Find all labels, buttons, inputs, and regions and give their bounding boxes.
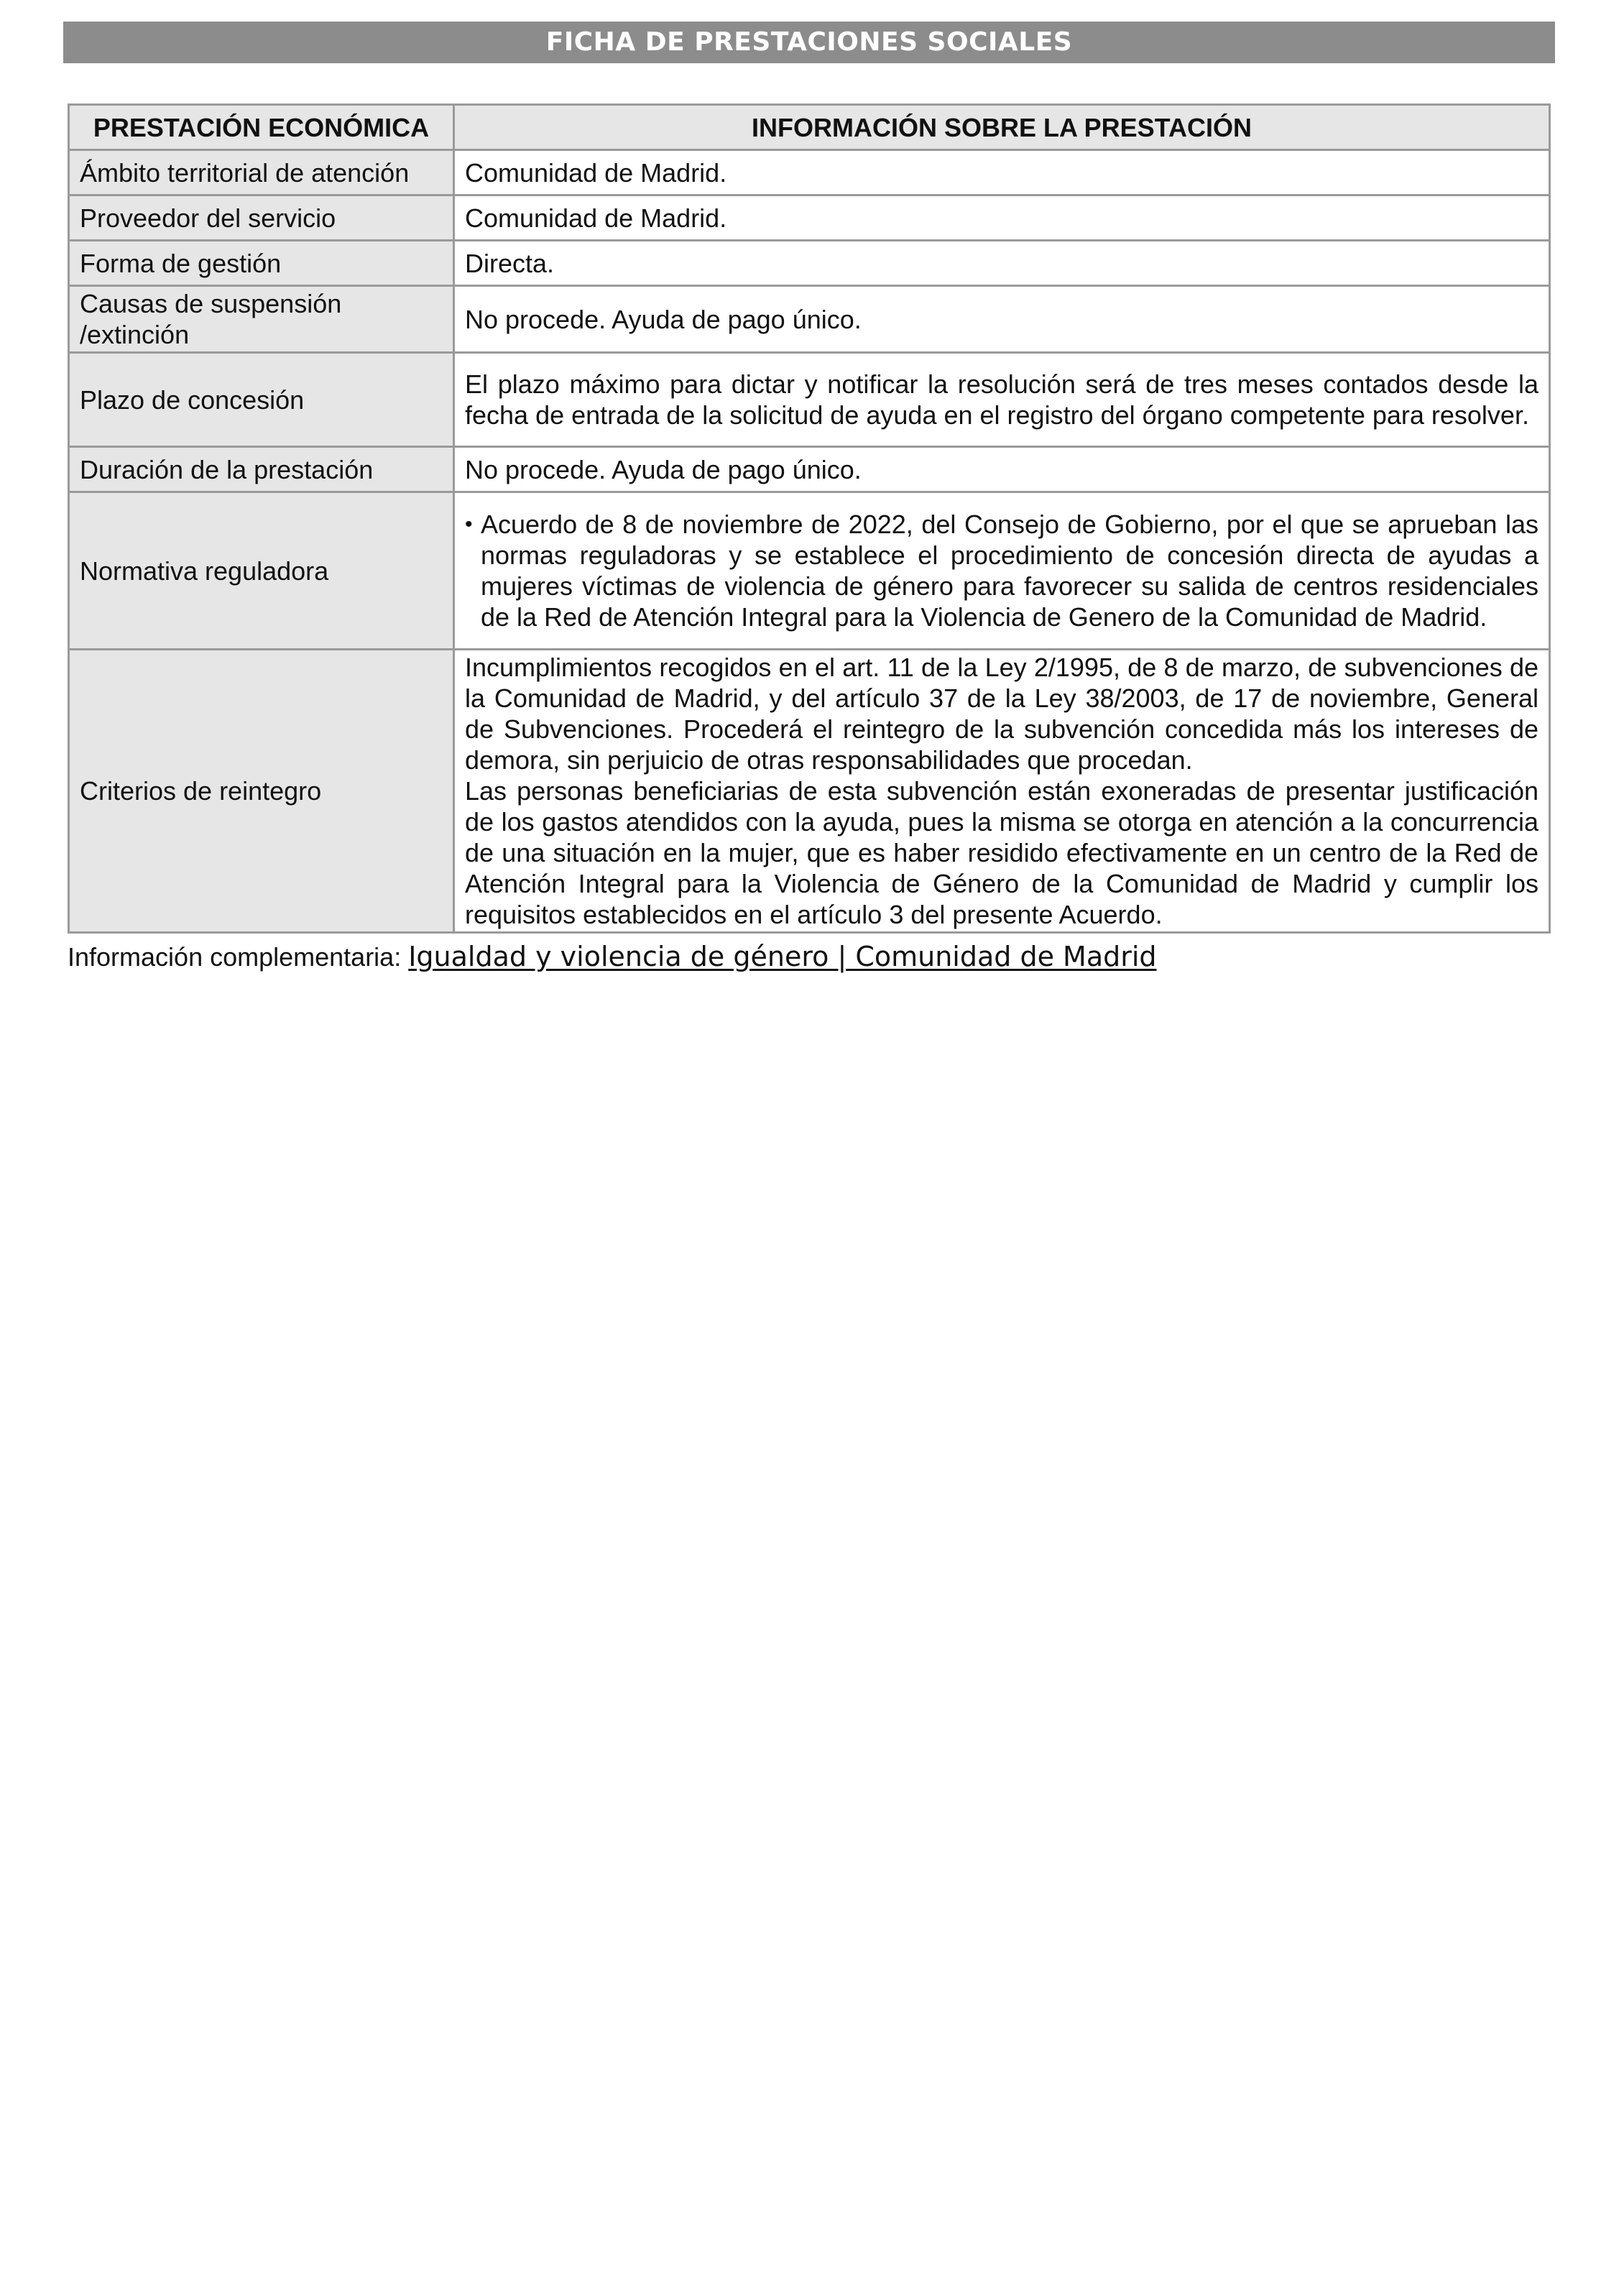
table-row <box>69 241 1550 286</box>
benefit-table <box>68 103 1551 934</box>
row-value-causas: No procede. Ayuda de pago único. <box>454 286 1550 353</box>
header-information: INFORMACIÓN SOBRE LA PRESTACIÓN <box>454 105 1550 150</box>
row-label-proveedor: Proveedor del servicio <box>69 195 454 241</box>
bullet-icon: • <box>465 512 473 536</box>
criterios-paragraph-1: Incumplimientos recogidos en el art. 11 de la Ley 2/1995, de 8 de marzo, de subvenciones de la Comunidad de Madrid, y del artículo 37 de la Ley 38/2003, de 17 de noviembre, General de Subvenciones. Procederá el reintegro de la subvención concedida más los intereses de demora, sin perjuicio de otras responsabilidades que procedan. <box>465 653 1538 775</box>
row-label-criterios: Criterios de reintegro <box>69 650 454 933</box>
row-label-duracion: Duración de la prestación <box>69 447 454 492</box>
bullet-text: Acuerdo de 8 de noviembre de 2022, del Consejo de Gobierno, por el que se aprueban las normas reguladoras y se establece el procedimiento de concesión directa de ayudas a mujeres víctimas de violencia de género para favorecer su salida de centros residenciales de la Red de Atención Integral para la Violencia de Genero de la Comunidad de Madrid. <box>481 510 1538 632</box>
table-row <box>69 650 1550 933</box>
row-value-plazo: El plazo máximo para dictar y notificar la resolución será de tres meses contados desde la fecha de entrada de la solicitud de ayuda en el registro del órgano competente para resolver. <box>454 353 1550 447</box>
row-value-forma-gestion: Directa. <box>454 241 1550 286</box>
table-row <box>69 150 1550 195</box>
row-value-ambito: Comunidad de Madrid. <box>454 150 1550 195</box>
table-row <box>69 286 1550 353</box>
bullet-item <box>465 509 1538 632</box>
table-row <box>69 447 1550 492</box>
table-header-row <box>69 105 1550 150</box>
row-label-causas: Causas de suspensión /extinción <box>69 286 454 353</box>
row-value-criterios <box>454 650 1550 933</box>
row-label-normativa: Normativa reguladora <box>69 492 454 650</box>
row-value-duracion: No procede. Ayuda de pago único. <box>454 447 1550 492</box>
row-label-plazo: Plazo de concesión <box>69 353 454 447</box>
document-title: FICHA DE PRESTACIONES SOCIALES <box>63 22 1555 63</box>
criterios-paragraph-2: Las personas beneficiarias de esta subvención están exoneradas de presentar justificación de los gastos atendidos con la ayuda, pues la misma se otorga en atención a la concurrencia de una situación en la mujer, que es haber residido efectivamente en un centro de la Red de Atención Integral para la Violencia de Género de la Comunidad de Madrid y cumplir los requisitos establecidos en el artículo 3 del presente Acuerdo. <box>465 776 1538 929</box>
table-row <box>69 195 1550 241</box>
header-benefit: PRESTACIÓN ECONÓMICA <box>69 105 454 150</box>
row-label-forma-gestion: Forma de gestión <box>69 241 454 286</box>
row-label-ambito: Ámbito territorial de atención <box>69 150 454 195</box>
complementary-info-label: Información complementaria: <box>68 942 409 972</box>
row-value-proveedor: Comunidad de Madrid. <box>454 195 1550 241</box>
table-row <box>69 492 1550 650</box>
row-value-normativa <box>454 492 1550 650</box>
complementary-info <box>68 939 1157 975</box>
table-row <box>69 353 1550 447</box>
complementary-info-link[interactable]: Igualdad y violencia de género | Comunidad de Madrid <box>408 941 1157 972</box>
